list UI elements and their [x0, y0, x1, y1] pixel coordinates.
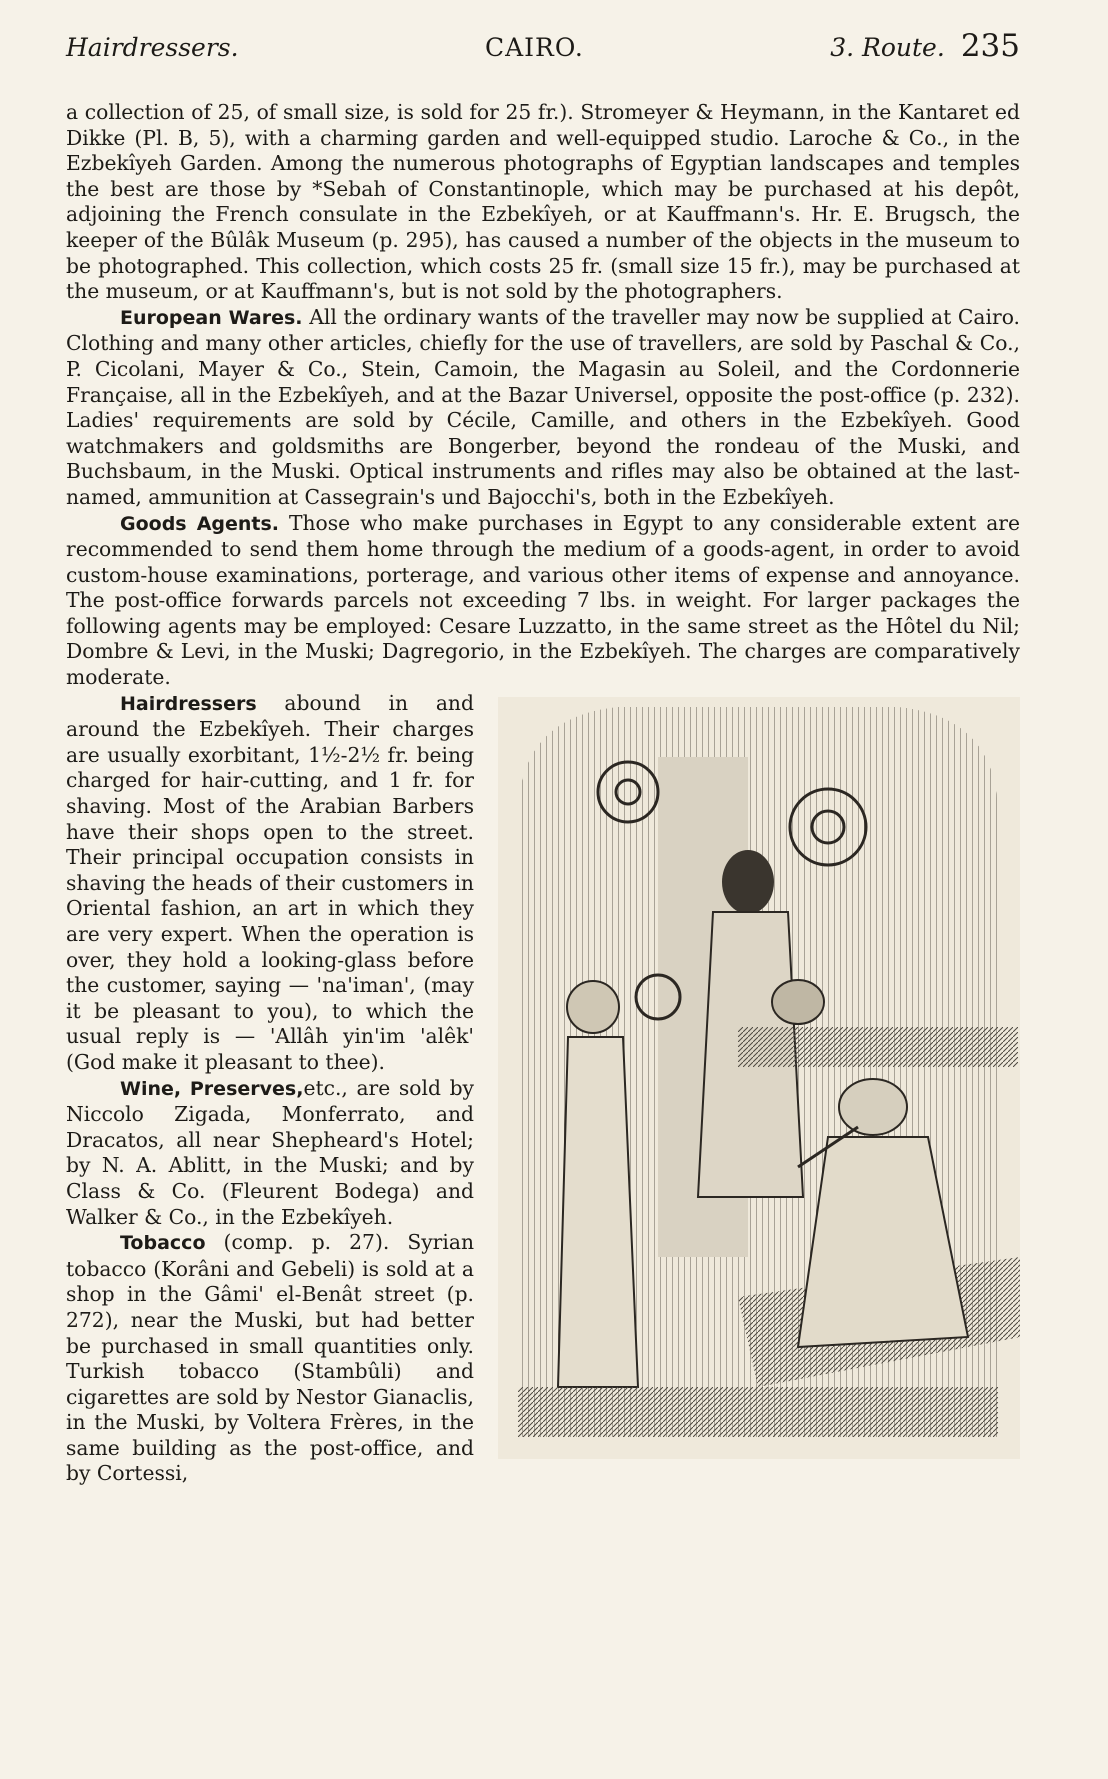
heading-european-wares: European Wares. — [120, 306, 303, 329]
header-route: 3. Route. — [830, 33, 945, 62]
header-right — [830, 28, 1020, 64]
text-wine: etc., are sold by Niccolo Zigada, Monferrato, and Dracatos, all near Shepheard's Hotel; by N. A. Ablitt, in the Muski; and by Class & Co. (Fleurent Bodega) and Walker & Co., in the Ezbekîyeh. — [66, 1075, 475, 1229]
text-tobacco: (comp. p. 27). Syrian tobacco (Korâni and Gebeli) is sold at a shop in the Gâmi' el-Benât street (p. 272), near the Muski, but had better be purchased in small quantities only. Turkish tobacco (Stambûli) and cigarettes are sold by Nestor Gianaclis, in the Muski, by Voltera Frères, in the same building as the post-office, and by Cortessi, — [66, 1230, 475, 1486]
text-goods-agents: Those who make purchases in Egypt to any considerable extent are recommended to send them home through the medium of a goods-agent, in order to avoid custom-house examinations, porterage, and various other items of expense and annoyance. The post-office forwards parcels not exceeding 7 lbs. in weight. For larger packages the following agents may be employed: Cesare Luzzatto, in the same street as the Hôtel du Nil; Dombre & Levi, in the Muski; Dagregorio, in the Ezbekîyeh. The charges are comparatively moderate. — [66, 510, 1020, 690]
header-left: Hairdressers. — [66, 33, 239, 62]
text-hairdressers: abound in and around the Ezbekîyeh. Their charges are usually exorbitant, 1½-2½ fr. being charged for hair-cutting, and 1 fr. for shaving. Most of the Arabian Barbers have their shops open to the street. Their principal occupation consists in shaving the heads of their customers in Oriental fashion, an art in which they are very expert. When the operation is over, they hold a looking-glass before the customer, saying — 'na'iman', (may it be pleasant to you), to which the usual reply is — 'Allâh yin'im 'alêk' (God make it pleasant to thee). — [66, 690, 474, 1074]
running-header — [66, 28, 1020, 72]
paragraph-goods-agents — [66, 511, 1020, 691]
heading-hairdressers: Hairdressers — [120, 692, 257, 715]
page-number: 235 — [960, 28, 1020, 64]
paragraph-european-wares — [66, 305, 1020, 511]
barber-illustration — [498, 697, 1020, 1459]
heading-wine: Wine, Preserves, — [120, 1077, 304, 1100]
header-center: CAIRO. — [484, 33, 584, 62]
text-european-wares: All the ordinary wants of the traveller may now be supplied at Cairo. Clothing and many other articles, chiefly for the use of travellers, are sold by Paschal & Co., P. Cicolani, Mayer & Co., Stein, Camoin, the Magasin au Soleil, and the Cordonnerie Française, all in the Ezbekîyeh, and at the Bazar Universel, opposite the post-office (p. 232). Ladies' requirements are sold by Cécile, Camille, and others in the Ezbekîyeh. Good watchmakers and goldsmiths are Bongerber, beyond the rondeau of the Muski, and Buchsbaum, in the Muski. Optical instruments and rifles may also be obtained at the last-named, ammunition at Cassegrain's und Bajocchi's, both in the Ezbekîyeh. — [66, 304, 1021, 509]
heading-goods-agents: Goods Agents. — [120, 512, 280, 535]
heading-tobacco: Tobacco — [120, 1232, 206, 1255]
paragraph-photographs: a collection of 25, of small size, is sold for 25 fr.). Stromeyer & Heymann, in the Kantaret ed Dikke (Pl. B, 5), with a charming garden and well-equipped studio. Laroche & Co., in the Ezbekîyeh Garden. Among the numerous photographs of Egyptian landscapes and temples the best are those by *Sebah of Constantinople, which may be purchased at his depôt, adjoining the French consulate in the Ezbekîyeh, or at Kauffmann's. Hr. E. Brugsch, the keeper of the Bûlâk Museum (p. 295), has caused a number of the objects in the museum to be photographed. This collection, which costs 25 fr. (small size 15 fr.), may be purchased at the museum, or at Kauffmann's, but is not sold by the photographers. — [66, 100, 1020, 304]
page-body — [66, 100, 1020, 1487]
